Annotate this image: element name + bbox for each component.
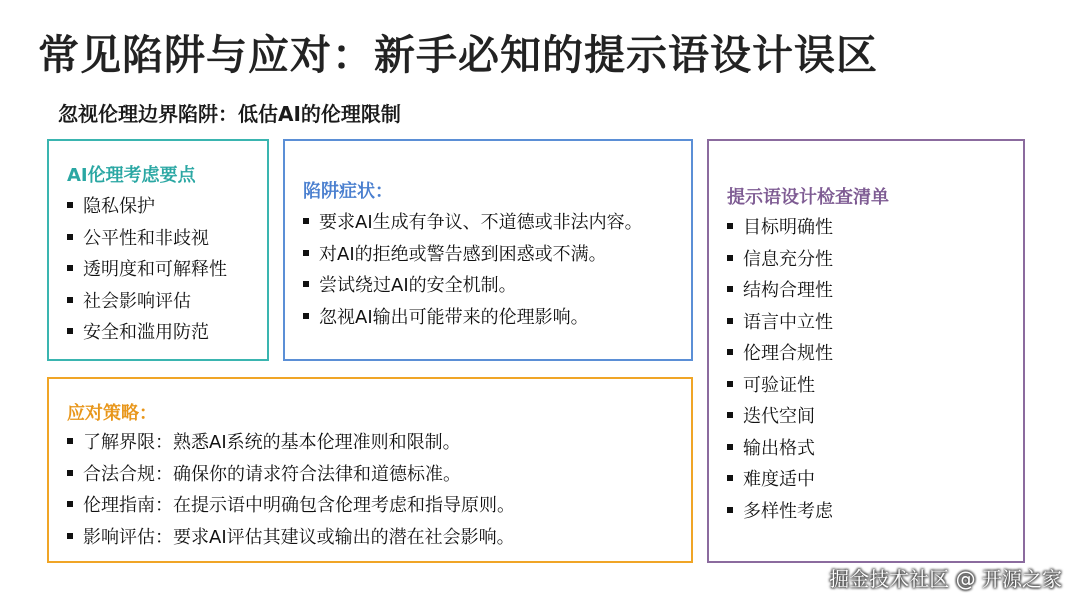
trap-symptoms-title: 陷阱症状： bbox=[303, 181, 393, 202]
list-item-text: 多样性考虑 bbox=[743, 500, 833, 522]
bullet-icon bbox=[67, 533, 73, 539]
list-item-text: 难度适中 bbox=[743, 469, 815, 490]
bullet-icon bbox=[303, 250, 309, 256]
bullet-icon bbox=[727, 286, 733, 292]
bullet-icon bbox=[303, 218, 309, 224]
list-item bbox=[67, 490, 515, 522]
list-item-text: 目标明确性 bbox=[743, 217, 833, 238]
bullet-icon bbox=[727, 412, 733, 418]
bullet-icon bbox=[727, 475, 733, 481]
bullet-icon bbox=[67, 438, 73, 444]
ai-ethics-box bbox=[47, 139, 269, 361]
list-item bbox=[303, 270, 643, 302]
coping-strategy-title: 应对策略： bbox=[67, 403, 157, 424]
watermark: 掘金技术社区 @ 开源之家 bbox=[829, 567, 1062, 591]
bullet-icon bbox=[67, 202, 73, 208]
list-item bbox=[67, 286, 227, 318]
list-item-text: 合法合规：确保你的请求符合法律和道德标准。 bbox=[83, 463, 461, 485]
bullet-icon bbox=[67, 234, 73, 240]
bullet-icon bbox=[67, 328, 73, 334]
prompt-checklist-title: 提示语设计检查清单 bbox=[727, 187, 889, 208]
list-item bbox=[727, 433, 833, 465]
list-item bbox=[303, 207, 643, 239]
list-item bbox=[67, 522, 515, 554]
list-item-text: 伦理指南：在提示语中明确包含伦理考虑和指导原则。 bbox=[83, 495, 515, 516]
list-item-text: 伦理合规性 bbox=[743, 343, 833, 364]
list-item bbox=[727, 307, 833, 339]
list-item-text: 可验证性 bbox=[743, 374, 815, 396]
bullet-icon bbox=[727, 507, 733, 513]
list-item-text: 公平性和非歧视 bbox=[83, 227, 209, 249]
list-item bbox=[727, 370, 833, 402]
list-item bbox=[67, 317, 227, 349]
ai-ethics-title: AI伦理考虑要点 bbox=[67, 165, 196, 186]
bullet-icon bbox=[67, 470, 73, 476]
list-item bbox=[727, 464, 833, 496]
list-item bbox=[303, 302, 643, 334]
bullet-icon bbox=[727, 444, 733, 450]
list-item-text: 输出格式 bbox=[743, 437, 815, 459]
list-item-text: 隐私保护 bbox=[83, 196, 155, 217]
bullet-icon bbox=[727, 223, 733, 229]
list-item bbox=[67, 191, 227, 223]
list-item bbox=[727, 496, 833, 528]
bullet-icon bbox=[303, 313, 309, 319]
section-subtitle: 忽视伦理边界陷阱：低估AI的伦理限制 bbox=[58, 102, 401, 126]
list-item-text: 忽视AI输出可能带来的伦理影响。 bbox=[319, 306, 589, 328]
list-item-text: 社会影响评估 bbox=[83, 290, 191, 312]
bullet-icon bbox=[727, 349, 733, 355]
bullet-icon bbox=[67, 265, 73, 271]
list-item bbox=[67, 223, 227, 255]
list-item bbox=[727, 338, 833, 370]
list-item-text: 了解界限：熟悉AI系统的基本伦理准则和限制。 bbox=[83, 432, 461, 453]
ai-ethics-list bbox=[67, 191, 227, 349]
list-item-text: 语言中立性 bbox=[743, 311, 833, 333]
list-item bbox=[727, 244, 833, 276]
bullet-icon bbox=[727, 381, 733, 387]
list-item-text: 迭代空间 bbox=[743, 406, 815, 427]
list-item bbox=[727, 212, 833, 244]
bullet-icon bbox=[67, 501, 73, 507]
list-item-text: 尝试绕过AI的安全机制。 bbox=[319, 275, 517, 296]
list-item-text: 要求AI生成有争议、不道德或非法内容。 bbox=[319, 212, 643, 233]
coping-strategy-box bbox=[47, 377, 693, 563]
bullet-icon bbox=[727, 255, 733, 261]
list-item-text: 信息充分性 bbox=[743, 248, 833, 270]
coping-strategy-list bbox=[67, 427, 515, 553]
list-item-text: 对AI的拒绝或警告感到困惑或不满。 bbox=[319, 243, 607, 265]
page-title: 常见陷阱与应对：新手必知的提示语设计误区 bbox=[38, 31, 878, 79]
list-item-text: 影响评估：要求AI评估其建议或输出的潜在社会影响。 bbox=[83, 526, 515, 548]
list-item-text: 透明度和可解释性 bbox=[83, 259, 227, 280]
bullet-icon bbox=[727, 318, 733, 324]
trap-symptoms-list bbox=[303, 207, 643, 333]
prompt-checklist-box bbox=[707, 139, 1025, 563]
bullet-icon bbox=[67, 297, 73, 303]
bullet-icon bbox=[303, 281, 309, 287]
list-item-text: 结构合理性 bbox=[743, 280, 833, 301]
prompt-checklist-list bbox=[727, 212, 833, 527]
list-item bbox=[67, 427, 515, 459]
list-item bbox=[67, 459, 515, 491]
list-item bbox=[727, 401, 833, 433]
trap-symptoms-box bbox=[283, 139, 693, 361]
list-item bbox=[727, 275, 833, 307]
list-item bbox=[303, 239, 643, 271]
list-item bbox=[67, 254, 227, 286]
list-item-text: 安全和滥用防范 bbox=[83, 322, 209, 343]
